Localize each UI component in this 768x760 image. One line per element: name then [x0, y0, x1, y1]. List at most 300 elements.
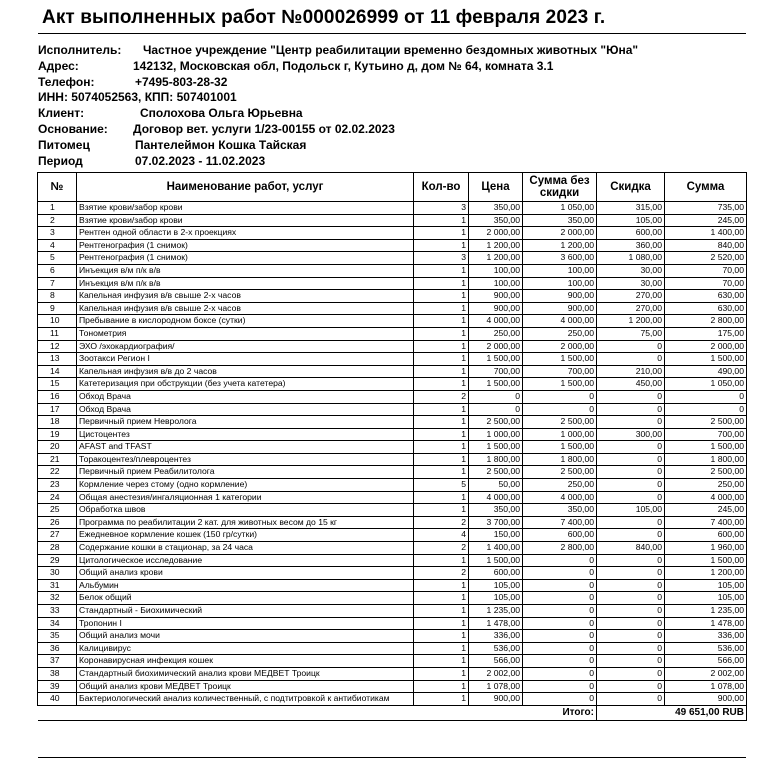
service-name: Взятие крови/забор крови — [77, 202, 414, 215]
service-name: Торакоцентез/плевроцентез — [77, 453, 414, 466]
quantity: 1 — [414, 504, 469, 517]
amount: 0 — [665, 390, 747, 403]
amount: 2 002,00 — [665, 667, 747, 680]
row-num: 3 — [38, 227, 77, 240]
table-row — [38, 315, 747, 328]
service-name: Зоотакси Регион I — [77, 353, 414, 366]
amount: 840,00 — [665, 239, 747, 252]
table-row — [38, 579, 747, 592]
sum-no-discount: 900,00 — [523, 290, 597, 303]
price: 1 500,00 — [469, 378, 523, 391]
price: 1 500,00 — [469, 441, 523, 454]
price: 1 500,00 — [469, 353, 523, 366]
sum-no-discount: 0 — [523, 630, 597, 643]
detail-row — [38, 43, 638, 59]
quantity: 1 — [414, 630, 469, 643]
service-name: Бактериологический анализ количественный, с подтитровкой к антибиотикам — [77, 693, 414, 706]
price: 536,00 — [469, 642, 523, 655]
row-num: 10 — [38, 315, 77, 328]
quantity: 1 — [414, 667, 469, 680]
service-name: Обход Врача — [77, 403, 414, 416]
sum-no-discount: 0 — [523, 390, 597, 403]
table-row — [38, 479, 747, 492]
row-num: 22 — [38, 466, 77, 479]
service-name: Капельная инфузия в/в свыше 2-х часов — [77, 302, 414, 315]
quantity: 1 — [414, 592, 469, 605]
discount: 0 — [597, 592, 665, 605]
document-details — [38, 43, 638, 169]
discount: 450,00 — [597, 378, 665, 391]
service-name: Тропонин I — [77, 617, 414, 630]
table-row — [38, 554, 747, 567]
price: 50,00 — [469, 479, 523, 492]
table-row — [38, 302, 747, 315]
amount: 336,00 — [665, 630, 747, 643]
service-name: Цистоцентез — [77, 428, 414, 441]
row-num: 13 — [38, 353, 77, 366]
sum-no-discount: 7 400,00 — [523, 516, 597, 529]
table-row — [38, 642, 747, 655]
discount: 105,00 — [597, 214, 665, 227]
sum-no-discount: 4 000,00 — [523, 315, 597, 328]
table-row — [38, 491, 747, 504]
detail-value: Пантелеймон Кошка Тайская — [135, 137, 307, 152]
discount: 0 — [597, 479, 665, 492]
discount: 30,00 — [597, 264, 665, 277]
amount: 1 500,00 — [665, 554, 747, 567]
amount: 1 960,00 — [665, 542, 747, 555]
row-num: 40 — [38, 693, 77, 706]
row-num: 6 — [38, 264, 77, 277]
quantity: 1 — [414, 353, 469, 366]
sum-no-discount: 1 050,00 — [523, 202, 597, 215]
quantity: 1 — [414, 403, 469, 416]
table-row — [38, 390, 747, 403]
service-name: ЭХО /эхокардиография/ — [77, 340, 414, 353]
amount: 245,00 — [665, 214, 747, 227]
service-name: Общий анализ крови — [77, 567, 414, 580]
quantity: 1 — [414, 416, 469, 429]
quantity: 3 — [414, 202, 469, 215]
price: 2 500,00 — [469, 466, 523, 479]
service-name: Общий анализ мочи — [77, 630, 414, 643]
discount: 300,00 — [597, 428, 665, 441]
amount: 70,00 — [665, 277, 747, 290]
price: 600,00 — [469, 567, 523, 580]
quantity: 1 — [414, 302, 469, 315]
row-num: 19 — [38, 428, 77, 441]
table-row — [38, 655, 747, 668]
amount: 2 520,00 — [665, 252, 747, 265]
price: 900,00 — [469, 290, 523, 303]
quantity: 1 — [414, 214, 469, 227]
table-row — [38, 365, 747, 378]
row-num: 4 — [38, 239, 77, 252]
row-num: 16 — [38, 390, 77, 403]
table-row — [38, 542, 747, 555]
quantity: 1 — [414, 315, 469, 328]
price: 0 — [469, 403, 523, 416]
detail-label: Питомец — [38, 137, 90, 152]
row-num: 25 — [38, 504, 77, 517]
table-row — [38, 592, 747, 605]
header-sum: Сумма без скидки — [523, 173, 597, 202]
detail-row — [38, 59, 638, 75]
discount: 210,00 — [597, 365, 665, 378]
row-num: 23 — [38, 479, 77, 492]
row-num: 38 — [38, 667, 77, 680]
detail-value: Сполохова Ольга Юрьевна — [140, 106, 303, 121]
service-name: Цитологическое исследование — [77, 554, 414, 567]
header-qty: Кол-во — [414, 173, 469, 202]
discount: 0 — [597, 667, 665, 680]
quantity: 1 — [414, 579, 469, 592]
detail-row — [38, 106, 638, 122]
quantity: 1 — [414, 264, 469, 277]
discount: 0 — [597, 516, 665, 529]
amount: 566,00 — [665, 655, 747, 668]
quantity: 2 — [414, 516, 469, 529]
table-row — [38, 630, 747, 643]
discount: 0 — [597, 680, 665, 693]
sum-no-discount: 0 — [523, 403, 597, 416]
amount: 600,00 — [665, 529, 747, 542]
service-name: Коронавирусная инфекция кошек — [77, 655, 414, 668]
quantity: 1 — [414, 453, 469, 466]
amount: 630,00 — [665, 302, 747, 315]
row-num: 7 — [38, 277, 77, 290]
row-num: 39 — [38, 680, 77, 693]
amount: 2 500,00 — [665, 466, 747, 479]
detail-label: Основание: — [38, 121, 108, 136]
discount: 0 — [597, 567, 665, 580]
table-row — [38, 567, 747, 580]
discount: 270,00 — [597, 290, 665, 303]
quantity: 1 — [414, 617, 469, 630]
price: 1 200,00 — [469, 239, 523, 252]
row-num: 24 — [38, 491, 77, 504]
discount: 0 — [597, 554, 665, 567]
sum-no-discount: 0 — [523, 655, 597, 668]
row-num: 11 — [38, 327, 77, 340]
quantity: 1 — [414, 642, 469, 655]
discount: 0 — [597, 617, 665, 630]
quantity: 5 — [414, 479, 469, 492]
price: 3 700,00 — [469, 516, 523, 529]
table-row — [38, 202, 747, 215]
table-row — [38, 466, 747, 479]
quantity: 4 — [414, 529, 469, 542]
header-name: Наименование работ, услуг — [77, 173, 414, 202]
discount: 0 — [597, 693, 665, 706]
amount: 700,00 — [665, 428, 747, 441]
row-num: 29 — [38, 554, 77, 567]
service-name: Рентгенография (1 снимок) — [77, 252, 414, 265]
detail-label: Телефон: — [38, 74, 95, 89]
header-num: № — [38, 173, 77, 202]
table-row — [38, 252, 747, 265]
discount: 0 — [597, 466, 665, 479]
row-num: 36 — [38, 642, 77, 655]
detail-label: Период — [38, 153, 83, 168]
service-name: Кормление через стому (одно кормление) — [77, 479, 414, 492]
amount: 175,00 — [665, 327, 747, 340]
price: 2 500,00 — [469, 416, 523, 429]
title-divider — [38, 33, 746, 34]
price: 1 478,00 — [469, 617, 523, 630]
price: 350,00 — [469, 202, 523, 215]
quantity: 1 — [414, 655, 469, 668]
price: 2 000,00 — [469, 227, 523, 240]
detail-label: Адрес: — [38, 58, 79, 73]
service-name: AFAST and TFAST — [77, 441, 414, 454]
amount: 0 — [665, 403, 747, 416]
table-row — [38, 327, 747, 340]
row-num: 30 — [38, 567, 77, 580]
discount: 0 — [597, 453, 665, 466]
discount: 600,00 — [597, 227, 665, 240]
sum-no-discount: 0 — [523, 567, 597, 580]
price: 105,00 — [469, 592, 523, 605]
quantity: 1 — [414, 290, 469, 303]
quantity: 1 — [414, 428, 469, 441]
quantity: 1 — [414, 340, 469, 353]
amount: 4 000,00 — [665, 491, 747, 504]
table-row — [38, 227, 747, 240]
sum-no-discount: 0 — [523, 554, 597, 567]
sum-no-discount: 2 000,00 — [523, 227, 597, 240]
price: 336,00 — [469, 630, 523, 643]
price: 1 000,00 — [469, 428, 523, 441]
service-name: Общая анестезия/ингаляционная 1 категории — [77, 491, 414, 504]
quantity: 1 — [414, 277, 469, 290]
service-name: Капельная инфузия в/в свыше 2-х часов — [77, 290, 414, 303]
discount: 0 — [597, 642, 665, 655]
sum-no-discount: 2 800,00 — [523, 542, 597, 555]
service-name: Инъекция в/м п/к в/в — [77, 264, 414, 277]
row-num: 34 — [38, 617, 77, 630]
table-row — [38, 214, 747, 227]
detail-label: Исполнитель: — [38, 43, 122, 57]
row-num: 14 — [38, 365, 77, 378]
discount: 840,00 — [597, 542, 665, 555]
sum-no-discount: 0 — [523, 642, 597, 655]
service-name: Тонометрия — [77, 327, 414, 340]
quantity: 1 — [414, 441, 469, 454]
row-num: 27 — [38, 529, 77, 542]
row-num: 18 — [38, 416, 77, 429]
price: 1 078,00 — [469, 680, 523, 693]
sum-no-discount: 100,00 — [523, 277, 597, 290]
sum-no-discount: 0 — [523, 693, 597, 706]
table-row — [38, 605, 747, 618]
discount: 0 — [597, 491, 665, 504]
amount: 1 400,00 — [665, 227, 747, 240]
detail-label: Клиент: — [38, 106, 85, 121]
amount: 1 500,00 — [665, 353, 747, 366]
sum-no-discount: 350,00 — [523, 214, 597, 227]
quantity: 1 — [414, 693, 469, 706]
service-name: Рентгенография (1 снимок) — [77, 239, 414, 252]
sum-no-discount: 350,00 — [523, 504, 597, 517]
detail-value: +7495-803-28-32 — [135, 74, 228, 89]
quantity: 1 — [414, 239, 469, 252]
quantity: 1 — [414, 680, 469, 693]
discount: 105,00 — [597, 504, 665, 517]
table-row — [38, 667, 747, 680]
table-row — [38, 416, 747, 429]
price: 350,00 — [469, 214, 523, 227]
amount: 1 500,00 — [665, 441, 747, 454]
quantity: 2 — [414, 542, 469, 555]
row-num: 8 — [38, 290, 77, 303]
row-num: 17 — [38, 403, 77, 416]
row-num: 33 — [38, 605, 77, 618]
row-num: 1 — [38, 202, 77, 215]
table-row — [38, 403, 747, 416]
amount: 2 500,00 — [665, 416, 747, 429]
amount: 7 400,00 — [665, 516, 747, 529]
service-name: Обработка швов — [77, 504, 414, 517]
price: 150,00 — [469, 529, 523, 542]
detail-row — [38, 122, 638, 138]
sum-no-discount: 100,00 — [523, 264, 597, 277]
amount: 536,00 — [665, 642, 747, 655]
detail-value: Частное учреждение "Центр реабилитации временно бездомных животных "Юна" — [143, 43, 639, 57]
service-name: Стандартный - Биохимический — [77, 605, 414, 618]
detail-value: Договор вет. услуги 1/23-00155 от 02.02.2023 — [133, 121, 395, 136]
quantity: 1 — [414, 227, 469, 240]
amount: 105,00 — [665, 592, 747, 605]
amount: 2 800,00 — [665, 315, 747, 328]
service-name: Калицивирус — [77, 642, 414, 655]
row-num: 28 — [38, 542, 77, 555]
price: 100,00 — [469, 277, 523, 290]
price: 900,00 — [469, 302, 523, 315]
price: 4 000,00 — [469, 315, 523, 328]
discount: 0 — [597, 605, 665, 618]
amount: 2 000,00 — [665, 340, 747, 353]
service-name: Ежедневное кормление кошек (150 гр/сутки) — [77, 529, 414, 542]
sum-no-discount: 1 500,00 — [523, 353, 597, 366]
table-row — [38, 693, 747, 706]
quantity: 1 — [414, 378, 469, 391]
header-price: Цена — [469, 173, 523, 202]
price: 105,00 — [469, 579, 523, 592]
services-table — [37, 172, 747, 721]
row-num: 37 — [38, 655, 77, 668]
amount: 245,00 — [665, 504, 747, 517]
sum-no-discount: 2 500,00 — [523, 416, 597, 429]
discount: 0 — [597, 441, 665, 454]
detail-value: 142132, Московская обл, Подольск г, Кутьино д, дом № 64, комната 3.1 — [133, 58, 554, 73]
sum-no-discount: 4 000,00 — [523, 491, 597, 504]
service-name: Белок общий — [77, 592, 414, 605]
sum-no-discount: 1 800,00 — [523, 453, 597, 466]
sum-no-discount: 3 600,00 — [523, 252, 597, 265]
detail-row — [38, 154, 638, 170]
price: 0 — [469, 390, 523, 403]
row-num: 9 — [38, 302, 77, 315]
sum-no-discount: 250,00 — [523, 327, 597, 340]
total-label: Итого: — [523, 705, 597, 720]
service-name: Капельная инфузия в/в до 2 часов — [77, 365, 414, 378]
table-row — [38, 378, 747, 391]
sum-no-discount: 900,00 — [523, 302, 597, 315]
price: 250,00 — [469, 327, 523, 340]
quantity: 1 — [414, 327, 469, 340]
table-row — [38, 453, 747, 466]
sum-no-discount: 250,00 — [523, 479, 597, 492]
header-discount: Скидка — [597, 173, 665, 202]
table-row — [38, 290, 747, 303]
table-row — [38, 353, 747, 366]
service-name: Взятие крови/забор крови — [77, 214, 414, 227]
price: 1 235,00 — [469, 605, 523, 618]
quantity: 2 — [414, 567, 469, 580]
price: 4 000,00 — [469, 491, 523, 504]
amount: 490,00 — [665, 365, 747, 378]
detail-value: ИНН: 5074052563, КПП: 507401001 — [38, 90, 237, 105]
row-num: 15 — [38, 378, 77, 391]
discount: 30,00 — [597, 277, 665, 290]
discount: 0 — [597, 655, 665, 668]
table-row — [38, 504, 747, 517]
detail-value: 07.02.2023 - 11.02.2023 — [135, 153, 266, 168]
discount: 0 — [597, 353, 665, 366]
discount: 0 — [597, 390, 665, 403]
service-name: Рентген одной области в 2-х проекциях — [77, 227, 414, 240]
amount: 1 235,00 — [665, 605, 747, 618]
amount: 105,00 — [665, 579, 747, 592]
quantity: 3 — [414, 252, 469, 265]
total-value: 49 651,00 RUB — [597, 705, 747, 720]
discount: 1 080,00 — [597, 252, 665, 265]
detail-row — [38, 75, 638, 91]
row-num: 26 — [38, 516, 77, 529]
price: 1 800,00 — [469, 453, 523, 466]
table-row — [38, 617, 747, 630]
service-name: Альбумин — [77, 579, 414, 592]
quantity: 1 — [414, 554, 469, 567]
sum-no-discount: 0 — [523, 617, 597, 630]
quantity: 1 — [414, 491, 469, 504]
row-num: 12 — [38, 340, 77, 353]
document-title: Акт выполненных работ №000026999 от 11 февраля 2023 г. — [42, 7, 606, 28]
amount: 630,00 — [665, 290, 747, 303]
service-name: Стандартный биохимический анализ крови МЕДВЕТ Троицк — [77, 667, 414, 680]
sum-no-discount: 700,00 — [523, 365, 597, 378]
amount: 1 800,00 — [665, 453, 747, 466]
sum-no-discount: 1 200,00 — [523, 239, 597, 252]
detail-row — [38, 138, 638, 154]
price: 700,00 — [469, 365, 523, 378]
quantity: 1 — [414, 365, 469, 378]
table-header-row — [38, 173, 747, 202]
discount: 0 — [597, 403, 665, 416]
price: 2 002,00 — [469, 667, 523, 680]
sum-no-discount: 0 — [523, 680, 597, 693]
sum-no-discount: 0 — [523, 605, 597, 618]
sum-no-discount: 2 000,00 — [523, 340, 597, 353]
table-row — [38, 340, 747, 353]
row-num: 32 — [38, 592, 77, 605]
sum-no-discount: 600,00 — [523, 529, 597, 542]
table-row — [38, 277, 747, 290]
row-num: 21 — [38, 453, 77, 466]
discount: 360,00 — [597, 239, 665, 252]
quantity: 1 — [414, 466, 469, 479]
